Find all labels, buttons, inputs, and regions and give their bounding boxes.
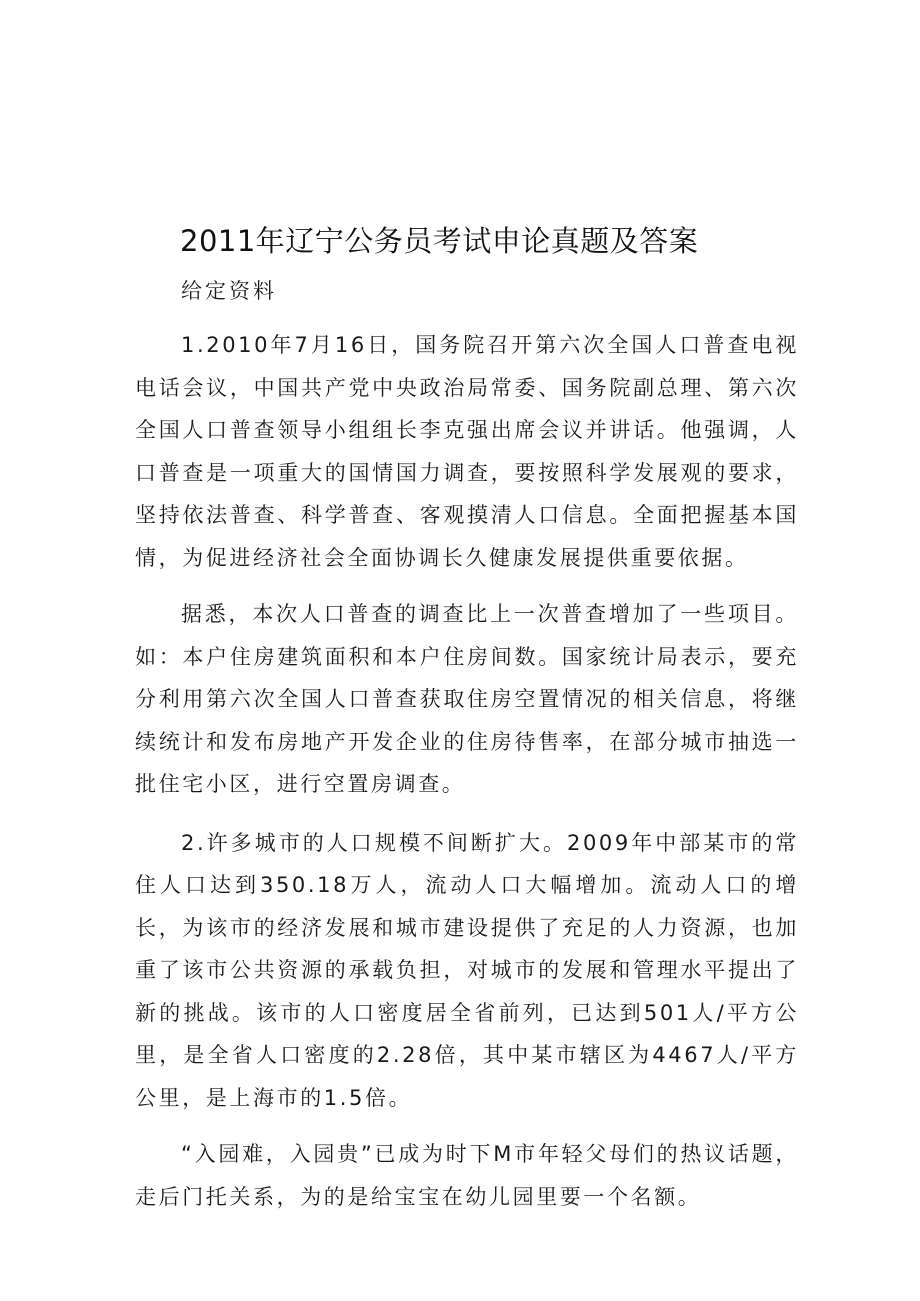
paragraph: “入园难，入园贵”已成为时下M市年轻父母们的热议话题，走后门托关系，为的是给宝宝在幼儿园里要一个名额。 — [135, 1142, 799, 1209]
document-title: 2011年辽宁公务员考试申论真题及答案 — [180, 224, 699, 258]
paragraph: 1.2010年7月16日，国务院召开第六次全国人口普查电视电话会议，中国共产党中央政治局常委、国务院副总理、第六次全国人口普查领导小组组长李克强出席会议并讲话。他强调，人口普查是一项重大的国情国力调查，要按照科学发展观的要求，坚持依法普查、科学普查、客观摸清人口信息。全面把握基本国情，为促进经济社会全面协调长久健康发展提供重要依据。 — [135, 333, 799, 570]
section-heading: 给定资料 — [181, 279, 277, 303]
paragraph: 2.许多城市的人口规模不间断扩大。2009年中部某市的常住人口达到350.18万人，流动人口大幅增加。流动人口的增长，为该市的经济发展和城市建设提供了充足的人力资源，也加重了该市公共资源的承载负担，对城市的发展和管理水平提出了新的挑战。该市的人口密度居全省前列，已达到501人/平方公里，是全省人口密度的2.28倍，其中某市辖区为4467人/平方公里，是上海市的1.5倍。 — [135, 830, 799, 1110]
paragraph: 据悉，本次人口普查的调查比上一次普查增加了一些项目。如：本户住房建筑面积和本户住房间数。国家统计局表示，要充分利用第六次全国人口普查获取住房空置情况的相关信息，将继续统计和发布房地产开发企业的住房待售率，在部分城市抽选一批住宅小区，进行空置房调查。 — [135, 602, 799, 796]
document-body — [135, 218, 799, 1218]
